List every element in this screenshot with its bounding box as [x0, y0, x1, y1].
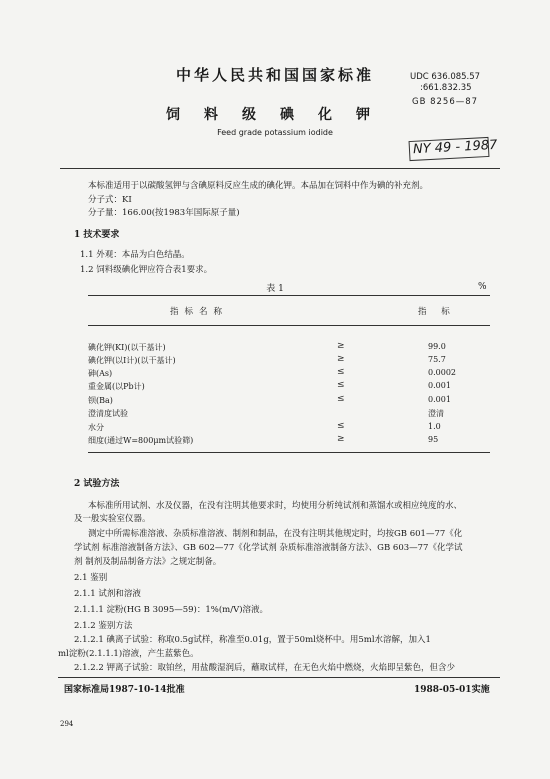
table-bottom-rule [88, 452, 490, 453]
table-row-value: 澄清 [428, 409, 444, 418]
section-2-paragraph-2-line-2: 学试剂 标准溶液制备方法》、GB 602—77《化学试剂 杂质标准溶液制备方法》、GB 603—77《化学试 [74, 543, 463, 553]
table-row-name: 碘化钾(以I计)(以干基计) [88, 356, 176, 365]
table-row-operator: ≤ [337, 380, 345, 390]
table-header-rule [88, 325, 490, 326]
table-row-name: 钡(Ba) [88, 396, 113, 405]
table-row-value: 0.001 [428, 395, 451, 404]
table-unit: % [478, 282, 487, 292]
scope-paragraph: 本标准适用于以碳酸氢钾与含碘原料反应生成的碘化钾。本品加在饲料中作为碘的补充剂。 [88, 181, 429, 191]
table-row-name: 澄清度试验 [88, 409, 128, 418]
footer-rule [58, 677, 500, 678]
effective-date: 1988-05-01实施 [414, 685, 490, 695]
table-row-value: 0.001 [428, 381, 451, 390]
table-header-value: 指 标 [418, 307, 456, 317]
gb-number: GB 8256—87 [412, 97, 479, 107]
item-1-1: 1.1 外观：本品为白色结晶。 [80, 250, 190, 260]
table-row-name: 碘化钾(KI)(以干基计) [88, 343, 166, 352]
subsection-2-1-1: 2.1.1 试剂和溶液 [74, 589, 141, 599]
table-row-value: 95 [428, 435, 439, 444]
table-title: 表 1 [266, 284, 284, 294]
udc-line-2: :661.832.35 [420, 83, 472, 93]
section-1-heading: 1 技术要求 [74, 230, 120, 240]
table-row-operator: ≤ [337, 421, 345, 431]
table-row-name: 重金属(以Pb计) [88, 382, 145, 391]
page-number: 294 [60, 720, 74, 728]
section-2-paragraph-1-line-2: 及一般实验室仪器。 [74, 514, 151, 524]
header-divider [60, 168, 500, 169]
table-row-value: 1.0 [428, 422, 441, 431]
section-2-paragraph-1-line-1: 本标准所用试剂、水及仪器，在没有注明其他要求时，均使用分析纯试剂和蒸馏水或相应纯度的水、 [88, 501, 463, 511]
table-row-name: 细度(通过W=800μm试验筛) [88, 436, 194, 445]
subsection-2-1-2-1-line-2: ml淀粉(2.1.1.1)溶液，产生蓝紫色。 [58, 649, 199, 659]
table-row-operator: ≤ [337, 367, 345, 377]
subsection-2-1: 2.1 鉴别 [74, 573, 108, 583]
udc-code [410, 72, 480, 94]
standard-type-heading: 中华人民共和国国家标准 [175, 66, 374, 84]
section-2-paragraph-2-line-1: 测定中所需标准溶液、杂质标准溶液、制剂和制品，在没有注明其他规定时，均按GB 601—77《化 [88, 529, 463, 539]
table-top-rule [88, 295, 490, 296]
document-title: 饲料级碘化钾 [166, 107, 394, 123]
table-row-operator: ≤ [337, 394, 345, 404]
table-row-value: 75.7 [428, 355, 446, 364]
table-row-value: 99.0 [428, 342, 446, 351]
subsection-2-1-2-2: 2.1.2.2 钾离子试验：取铂丝，用盐酸湿润后，蘸取试样，在无色火焰中燃烧，火焰即呈紫色，但含少 [74, 663, 455, 673]
table-row-value: 0.0002 [428, 368, 456, 377]
table-row-name: 水分 [88, 423, 104, 432]
molecular-formula: 分子式：KI [88, 195, 132, 205]
item-1-2: 1.2 饲料级碘化钾应符合表1要求。 [80, 265, 213, 275]
table-header-name: 指标名称 [170, 307, 229, 317]
document-title-english: Feed grade potassium iodide [217, 128, 333, 137]
subsection-2-1-2-1-line-1: 2.1.2.1 碘离子试验：称取0.5g试样，称准至0.01g，置于50ml烧杯中。用5ml水溶解，加入1 [74, 635, 431, 645]
subsection-2-1-1-1: 2.1.1.1 淀粉(HG B 3095—59)：1%(m/V)溶液。 [74, 605, 269, 615]
section-2-paragraph-2-line-3: 剂 制剂及制品制备方法》之规定制备。 [74, 557, 222, 567]
molecular-weight: 分子量：166.00(按1983年国际原子量) [88, 208, 240, 218]
handwritten-number: NY 49 - 1987 [412, 137, 498, 158]
udc-line-1: UDC 636.085.57 [410, 72, 481, 82]
subsection-2-1-2: 2.1.2 鉴别方法 [74, 621, 133, 631]
table-row-operator: ≥ [337, 354, 345, 364]
approval-date: 国家标准局1987-10-14批准 [64, 685, 185, 695]
table-row-operator: ≥ [337, 341, 345, 351]
section-2-heading: 2 试验方法 [74, 479, 120, 489]
table-row-operator: ≥ [337, 434, 345, 444]
table-row-name: 砷(As) [88, 369, 113, 378]
